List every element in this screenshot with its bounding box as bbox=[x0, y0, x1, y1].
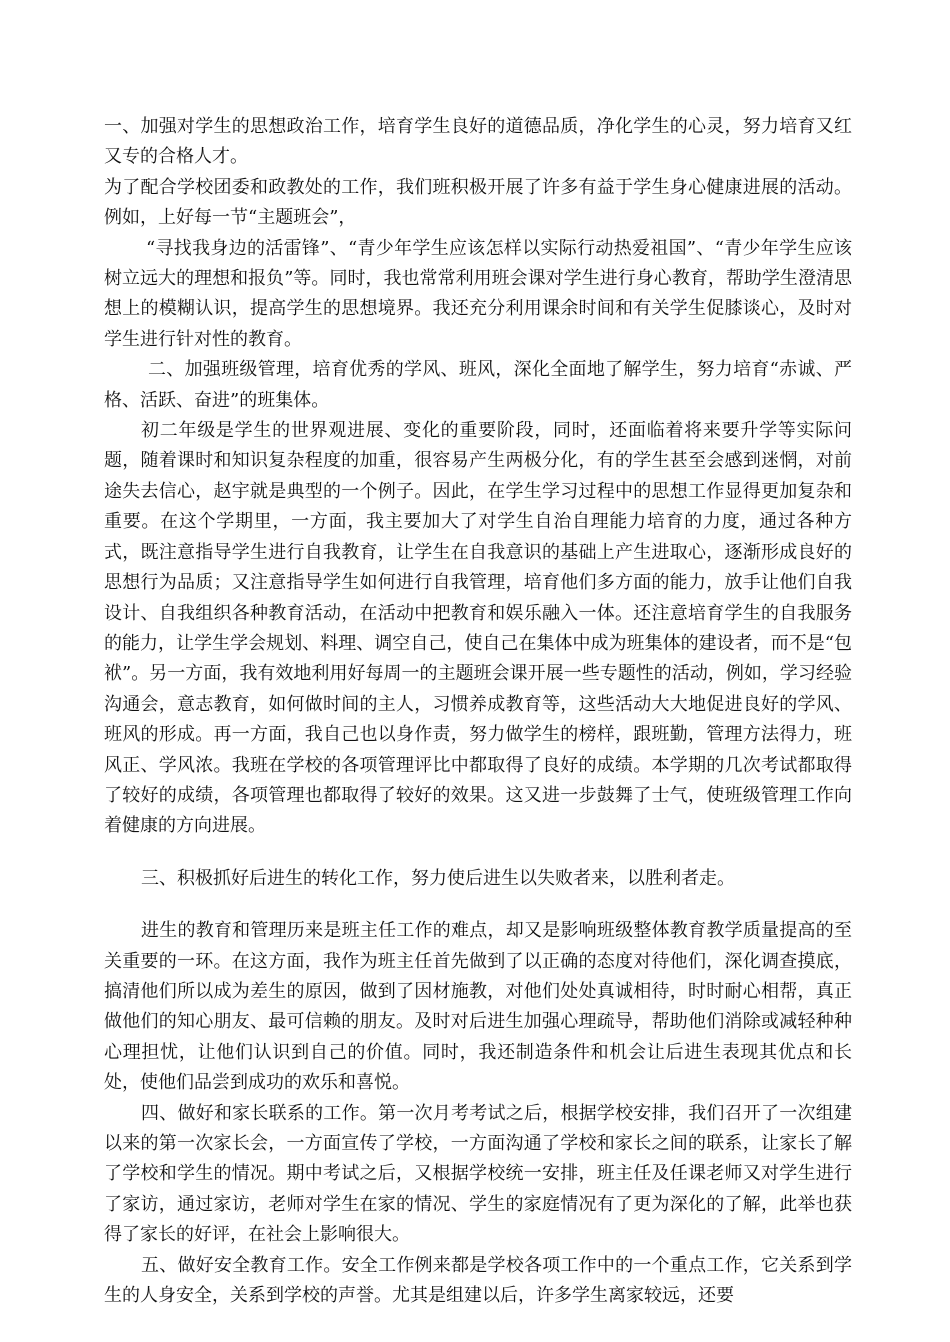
document-page bbox=[104, 112, 852, 1322]
paragraph-section-four-parents: 四、做好和家长联系的工作。第一次月考考试之后，根据学校安排，我们召开了一次组建以来的第一次家长会，一方面宣传了学校，一方面沟通了学校和家长之间的联系，让家长了解了学校和学生的情况。期中考试之后，又根据学校统一安排，班主任及任课老师又对学生进行了家访，通过家访，老师对学生在家的情况、学生的家庭情况有了更为深化的了解，此举也获得了家长的好评，在社会上影响很大。 bbox=[104, 1102, 852, 1246]
paragraph-section-two-heading: 二、加强班级管理，培育优秀的学风、班风，深化全面地了解学生，努力培育“赤诚、严格、活跃、奋进”的班集体。 bbox=[104, 359, 852, 411]
paragraph-theme-class-meeting: 为了配合学校团委和政教处的工作，我们班积极开展了许多有益于学生身心健康进展的活动。例如，上好每一节“主题班会”， bbox=[104, 176, 852, 229]
paragraph-section-one-heading: 一、加强对学生的思想政治工作，培育学生良好的道德品质，净化学生的心灵，努力培育又红又专的合格人才。 bbox=[104, 116, 852, 168]
paragraph-section-three-heading: 三、积极抓好后进生的转化工作，努力使后进生以失败者来，以胜利者走。 bbox=[141, 867, 735, 889]
paragraph-struggling-students: 进生的教育和管理历来是班主任工作的难点，却又是影响班级整体教育教学质量提高的至关重要的一环。在这方面，我作为班主任首先做到了以正确的态度对待他们，深化调查摸底，搞清他们所以成为差生的原因，做到了因材施教，对他们处处真诚相待，时时耐心相帮，真正做他们的知心朋友、最可信赖的朋友。及时对后进生加强心理疏导，帮助他们消除或减轻种种心理担忧，让他们认识到自己的价值。同时，我还制造条件和机会让后进生表现其优点和长处，使他们品尝到成功的欢乐和喜悦。 bbox=[104, 920, 852, 1094]
paragraph-class-management: 初二年级是学生的世界观进展、变化的重要阶段，同时，还面临着将来要升学等实际问题，随着课时和知识复杂程度的加重，很容易产生两极分化，有的学生甚至会感到迷惘，对前途失去信心，赵宇就是典型的一个例子。因此，在学生学习过程中的思想工作显得更加复杂和重要。在这个学期里，一方面，我主要加大了对学生自治自理能力培育的力度，通过各种方式，既注意指导学生进行自我教育，让学生在自我意识的基础上产生进取心，逐渐形成良好的思想行为品质；又注意指导学生如何进行自我管理，培育他们多方面的能力，放手让他们自我设计、自我组织各种教育活动，在活动中把教育和娱乐融入一体。还注意培育学生的自我服务的能力，让学生学会规划、料理、调空自己，使自己在集体中成为班集体的建设者，而不是“包袱”。另一方面，我有效地利用好每周一的主题班会课开展一些专题性的活动，例如，学习经验沟通会，意志教育，如何做时间的主人，习惯养成教育等，这些活动大大地促进良好的学风、班风的形成。再一方面，我自己也以身作责，努力做学生的榜样，跟班勤，管理方法得力，班风正、学风浓。我班在学校的各项管理评比中都取得了良好的成绩。本学期的几次考试都取得了较好的成绩，各项管理也都取得了较好的效果。这又进一步鼓舞了士气，使班级管理工作向着健康的方向进展。 bbox=[104, 420, 852, 837]
paragraph-meeting-topics: “寻找我身边的活雷锋”、“青少年学生应该怎样以实际行动热爱祖国”、“青少年学生应该树立远大的理想和报负”等。同时，我也常常利用班会课对学生进行身心教育，帮助学生澄清思想上的模糊认识，提高学生的思想境界。我还充分利用课余时间和有关学生促膝谈心，及时对学生进行针对性的教育。 bbox=[104, 237, 852, 350]
paragraph-section-five-safety: 五、做好安全教育工作。安全工作例来都是学校各项工作中的一个重点工作，它关系到学生的人身安全，关系到学校的声誉。尤其是组建以后，许多学生离家较远，还要 bbox=[104, 1254, 852, 1307]
